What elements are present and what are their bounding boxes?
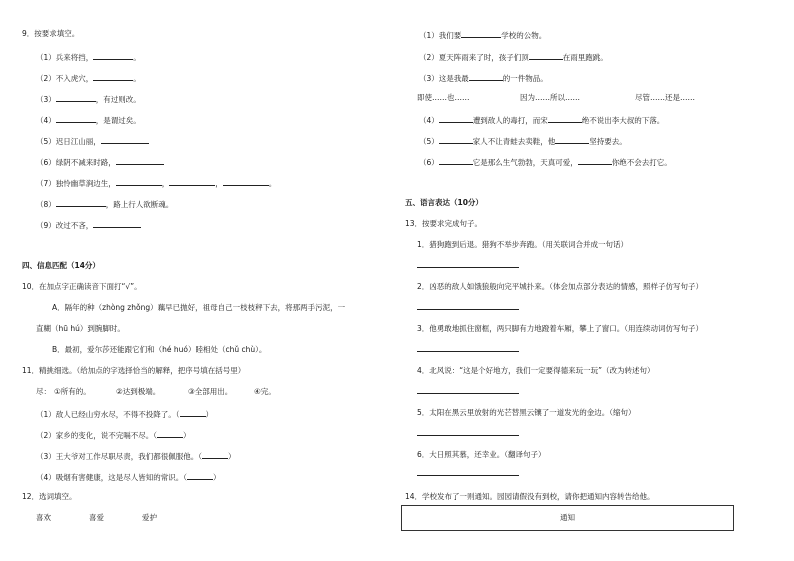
q9-item-7: （7）独怜幽草涧边生， ， ， 。 [36,179,277,188]
answer-blank[interactable] [93,52,133,60]
section5-title: 五、语言表达（10分） [405,198,483,207]
q11-options-label: 尽： [36,387,51,396]
q11-item-3: （3）王大爷对工作尽职尽责，我们都很佩服他。（ ） [36,452,236,461]
fill-item-1: （1）我们要 学校的公物。 [419,31,547,40]
answer-blank[interactable] [439,136,473,144]
answer-line[interactable] [417,475,519,476]
answer-blank[interactable] [56,94,96,102]
q11-item-2: （2）家乡的变化，说不完嗝不尽。（ ） [36,431,191,440]
answer-blank[interactable] [202,451,228,459]
answer-blank[interactable] [223,178,269,186]
q11-option-1: ①所有的。 [54,387,91,396]
notice-box[interactable] [401,505,734,531]
answer-blank[interactable] [578,157,612,165]
q10-title: 10．在加点字正确读音下面打“√”。 [22,282,142,291]
fill-item-6: （6） 它是那么生气勃勃，天真可爱， 你绝不会去打它。 [419,158,672,167]
answer-blank[interactable] [169,178,215,186]
fill-item-3: （3）这是我最 的一件物品。 [419,74,548,83]
answer-line[interactable] [417,435,519,436]
q10-a-line2: 直糊（hū hú）到腕脚时。 [36,324,125,333]
q11-title: 11．精挑细选。（给加点的字选择恰当的解释，把序号填在括号里） [22,366,246,375]
q9-item-2: （2）不入虎穴， 。 [36,74,141,83]
answer-line[interactable] [417,267,519,268]
answer-blank[interactable] [529,52,563,60]
q12-word-3: 爱护 [142,513,157,522]
answer-line[interactable] [417,309,519,310]
answer-blank[interactable] [555,136,589,144]
q12-word-2: 喜爱 [89,513,104,522]
q13-item-4: 4．北风说：“这是个好地方，我们一定要得德来玩一玩”（改为转述句） [417,366,655,375]
answer-blank[interactable] [116,157,164,165]
fill-item-4: （4） 遭到敌人的毒打，而宋 绝不说出李大叔的下落。 [419,116,665,125]
notice-title: 通知 [560,513,575,523]
answer-blank[interactable] [187,472,213,480]
q13-title: 13．按要求完成句子。 [405,219,483,228]
answer-blank[interactable] [56,115,96,123]
conj-option-1: 即使……也…… [417,93,470,102]
answer-blank[interactable] [56,199,106,207]
answer-blank[interactable] [461,30,501,38]
q9-item-8: （8） ，路上行人欲断魂。 [36,200,174,209]
q9-item-6: （6）绿阴不减来时路， [36,157,164,167]
q11-item-1: （1）敌人已经山穷水尽，不得不投降了。（ ） [36,410,214,419]
answer-blank[interactable] [548,115,582,123]
q9-item-4: （4） ，是谓过矣。 [36,116,141,125]
q9-title: 9．按要求填空。 [22,29,80,38]
q14-title: 14．学校发布了一则通知。园园请假没有到校，请你把通知内容转告给他。 [405,492,655,501]
answer-line[interactable] [417,393,519,394]
fill-item-5: （5） 家人不让青蛙去卖鞋，他 坚持要去。 [419,137,627,146]
q13-item-1: 1．猎狗跑到后退。猎狗不举步奔跑。（用关联词合并成一句话） [417,240,629,249]
q12-word-1: 喜欢 [36,513,51,522]
q13-item-6: 6．大日照其慕，还幸业。（翻译句子） [417,450,546,459]
section4-title: 四、信息匹配（14分） [22,261,100,270]
q9-item-1: （1）兵来将挡， 。 [36,53,141,62]
q9-item-9: （9）改过不吝， [36,220,141,230]
q12-title: 12．选词填空。 [22,492,77,501]
answer-blank[interactable] [93,220,141,228]
q11-option-2: ②达到极端。 [116,387,161,396]
q11-option-4: ④完。 [254,387,276,396]
q10-a-line1: A．隔年的种（zhòng zhǒng）藕早已抛好，祖母自己一枝枝秤下去，将那两手污泥，一 [52,303,346,312]
q13-item-2: 2．凶恶的敌人如饿狼般向完平城扑来。（体会加点部分表达的情感，照样子仿写句子） [417,282,704,291]
answer-blank[interactable] [101,136,149,144]
answer-line[interactable] [417,351,519,352]
answer-blank[interactable] [157,430,183,438]
q13-item-5: 5．太阳在黑云里放射的光芒替黑云镶了一道发光的金边。（缩句） [417,408,636,417]
conj-option-3: 尽管……还是…… [635,93,695,102]
q11-option-3: ③全部用出。 [188,387,233,396]
q9-item-5: （5）迟日江山丽， [36,136,149,146]
answer-blank[interactable] [439,115,473,123]
answer-blank[interactable] [439,157,473,165]
conj-option-2: 因为……所以…… [520,93,580,102]
q9-item-3: （3） ，有过则改。 [36,95,141,104]
q10-b-line: B．最初，爱尔莎还能跟它们和（hé huó）睦相处（chǔ chù）。 [52,345,267,354]
answer-blank[interactable] [180,409,206,417]
answer-blank[interactable] [469,73,503,81]
q11-item-4: （4）吸烟有害健康，这是尽人皆知的常识。（ ） [36,473,221,482]
answer-blank[interactable] [93,73,133,81]
fill-item-2: （2）夏天阵雨来了时，孩子们顶 在雨里跑跳。 [419,53,608,62]
q13-item-3: 3．他勇敢地抓住窗框，两只脚有力地蹬着车厢，攀上了窗口。（用连续动词仿写句子） [417,324,704,333]
answer-blank[interactable] [116,178,162,186]
